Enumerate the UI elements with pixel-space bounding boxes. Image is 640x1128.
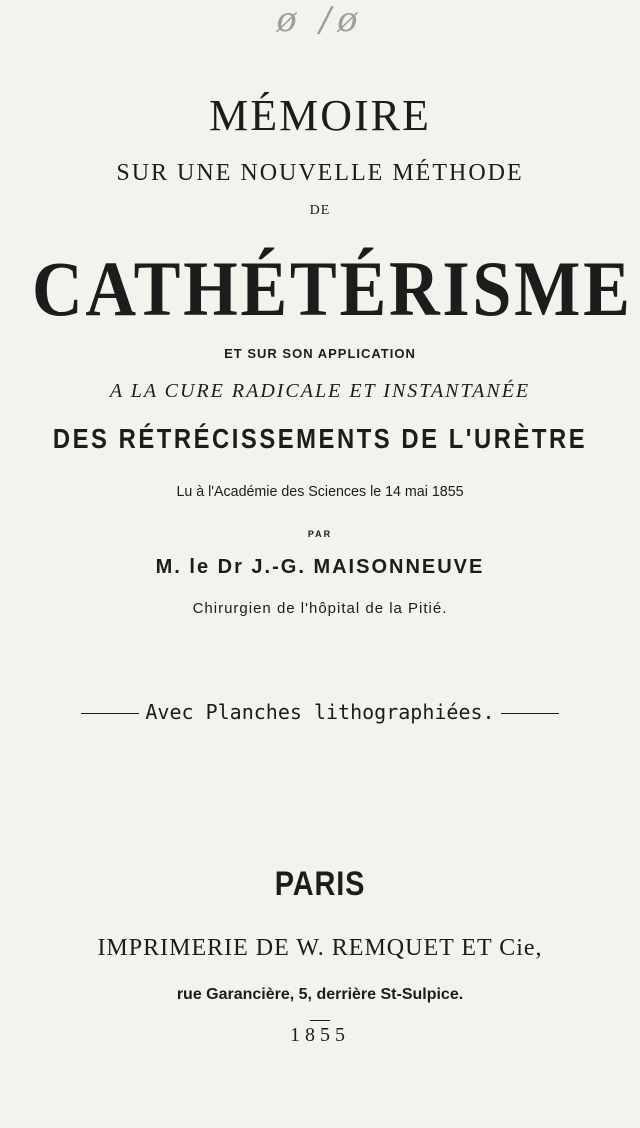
printer: IMPRIMERIE DE W. REMQUET ET Cie, <box>97 935 543 961</box>
retrecissements-line: DES RÉTRÉCISSEMENTS DE L'URÈTRE <box>52 423 588 454</box>
year-rule <box>310 1020 330 1021</box>
cure-line: A LA CURE RADICALE ET INSTANTANÉE <box>109 380 531 402</box>
application-line: ET SUR SON APPLICATION <box>224 346 416 361</box>
ornament-right <box>501 713 559 714</box>
title: MÉMOIRE <box>209 91 431 140</box>
subtitle-de: DE <box>309 203 331 218</box>
subtitle: SUR UNE NOUVELLE MÉTHODE <box>116 160 524 186</box>
handwritten-mark: ø /ø <box>276 0 364 40</box>
par-line: PAR <box>307 529 333 539</box>
year: 1855 <box>290 1024 350 1046</box>
academie-line: Lu à l'Académie des Sciences le 14 mai 1855 <box>176 483 464 500</box>
main-title: CATHÉTÉRISME <box>32 245 633 332</box>
address: rue Garancière, 5, derrière St-Sulpice. <box>176 986 464 1003</box>
author: M. le Dr J.-G. MAISONNEUVE <box>155 556 485 578</box>
city: PARIS <box>274 865 366 903</box>
author-title: Chirurgien de l'hôpital de la Pitié. <box>192 600 448 617</box>
ornament-left <box>81 713 139 714</box>
planches-line <box>0 700 640 724</box>
planches-text: Avec Planches lithographiées. <box>145 700 495 724</box>
